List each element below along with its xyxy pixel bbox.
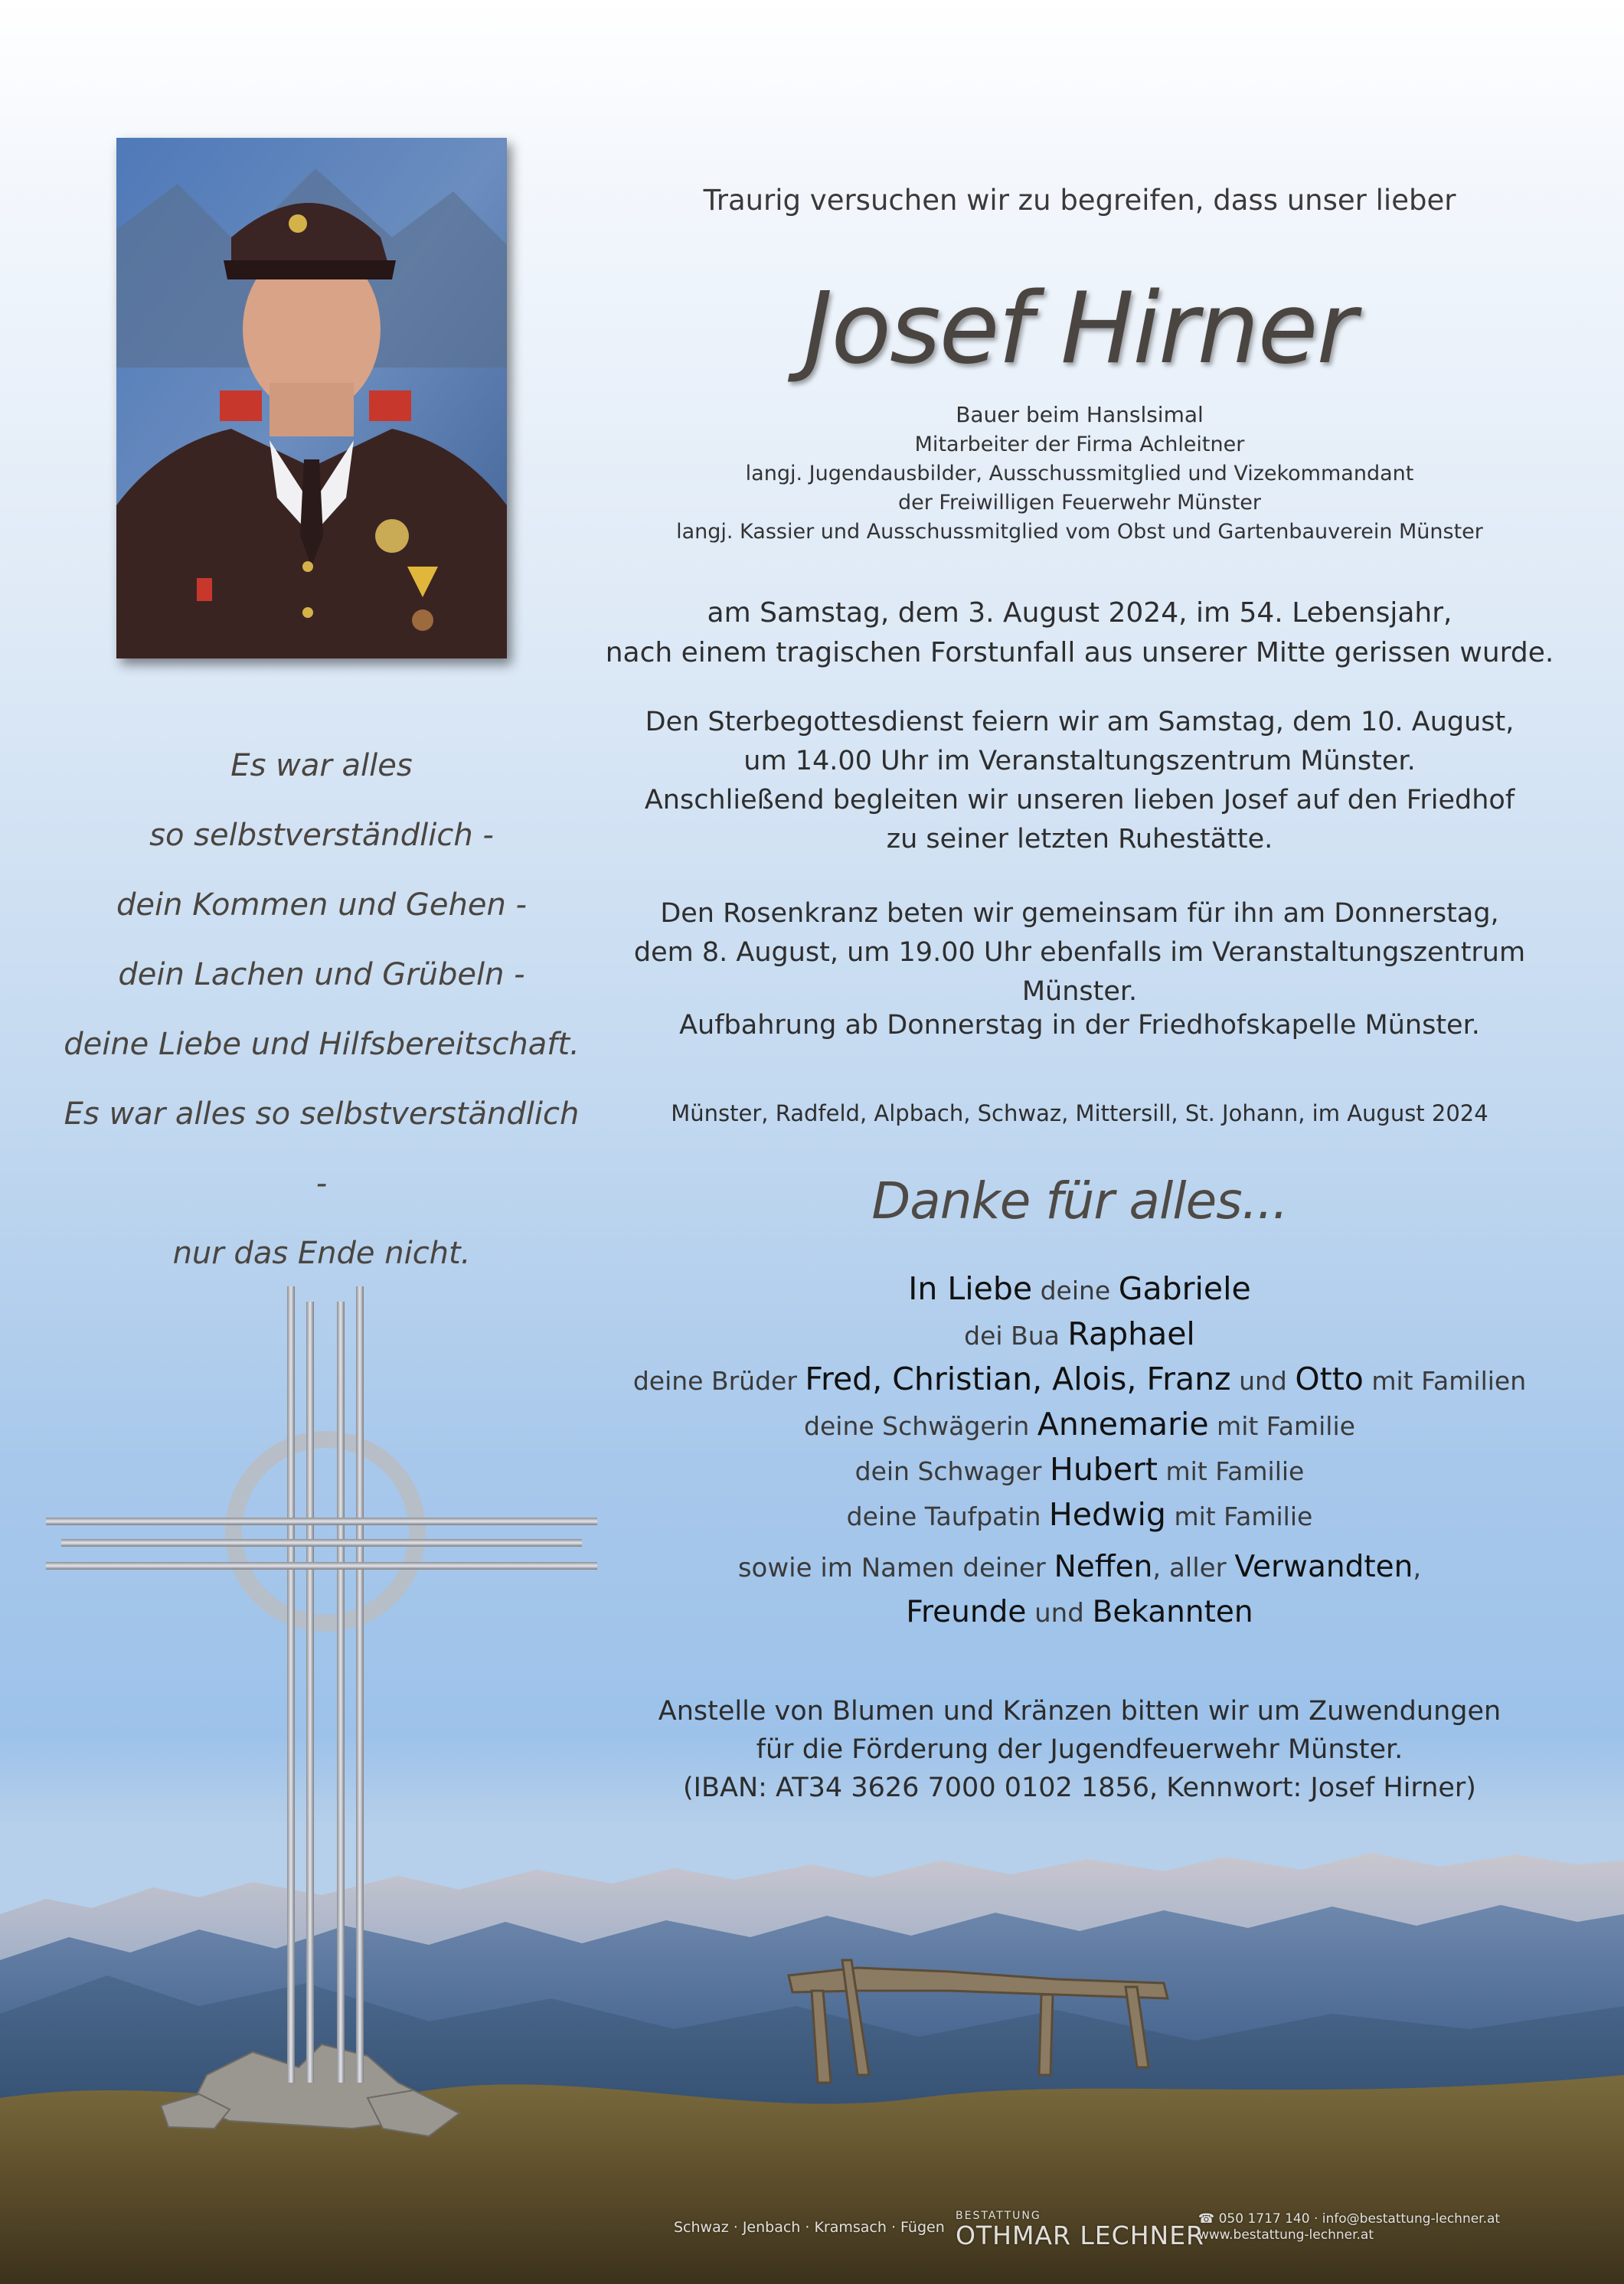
mourner-connector: deine: [1032, 1276, 1119, 1305]
poem-line: Es war alles: [230, 748, 413, 783]
rosary-details: [605, 894, 1554, 1011]
text-line: Den Sterbegottesdienst feiern wir am Samstag, dem 10. August,: [645, 707, 1515, 737]
intro-text: Traurig versuchen wir zu begreifen, dass unser lieber: [703, 184, 1456, 217]
closing-text: und: [1026, 1598, 1093, 1629]
mourners-list: [605, 1267, 1554, 1538]
role-line: Bauer beim Hanslsimal: [956, 402, 1204, 427]
mourner-line: [605, 1267, 1554, 1312]
donation-request: [605, 1692, 1554, 1807]
mourner-phrase: In Liebe: [908, 1270, 1033, 1307]
portrait-photo: [116, 138, 507, 658]
mourner-line: [605, 1358, 1554, 1403]
mourner-suffix: mit Familien: [1363, 1366, 1527, 1396]
thanks-heading: Danke für alles...: [871, 1171, 1288, 1230]
poem-line: deine Liebe und Hilfsbereitschaft.: [64, 1027, 580, 1062]
places-date-line: Münster, Radfeld, Alpbach, Schwaz, Mittersill, St. Johann, im August 2024: [671, 1100, 1488, 1126]
mourner-suffix: mit Familie: [1157, 1456, 1305, 1486]
closing-text: sowie im Namen deiner: [737, 1553, 1054, 1583]
role-line: Mitarbeiter der Firma Achleitner: [914, 433, 1245, 456]
closing-group: Verwandten: [1234, 1550, 1413, 1584]
footer-company: OTHMAR LECHNER: [956, 2220, 1204, 2250]
closing-text: , aller: [1152, 1553, 1235, 1583]
mourner-suffix: mit Familie: [1208, 1411, 1355, 1441]
mourner-name: Gabriele: [1118, 1270, 1251, 1307]
mourner-relation: deine Schwägerin: [804, 1411, 1037, 1441]
mourner-name: Fred, Christian, Alois, Franz: [805, 1361, 1231, 1397]
text-line: für die Förderung der Jugendfeuerwehr Münster.: [756, 1734, 1403, 1765]
phone-icon: ☎: [1198, 2211, 1219, 2227]
text-line: am Samstag, dem 3. August 2024, im 54. Lebensjahr,: [707, 597, 1452, 629]
text-line: Den Rosenkranz beten wir gemeinsam für ihn am Donnerstag,: [660, 898, 1499, 929]
mourner-relation: dei Bua: [964, 1321, 1068, 1351]
poem-line: dein Lachen und Grübeln -: [118, 957, 525, 992]
role-line: der Freiwilligen Feuerwehr Münster: [897, 491, 1262, 515]
closing-text: ,: [1413, 1553, 1422, 1583]
text-line: dem 8. August, um 19.00 Uhr ebenfalls im Veranstaltungszentrum Münster.: [633, 937, 1526, 1007]
text-line: nach einem tragischen Forstunfall aus unserer Mitte gerissen wurde.: [605, 637, 1554, 668]
footer-towns: Schwaz · Jenbach · Kramsach · Fügen: [674, 2219, 945, 2236]
closing-mourners: [605, 1545, 1554, 1635]
poem-line: so selbstverständlich -: [149, 818, 494, 853]
death-announcement: [605, 593, 1554, 673]
footer-contact: [1198, 2211, 1500, 2243]
mourner-name: Annemarie: [1037, 1406, 1209, 1443]
poem-line: nur das Ende nicht.: [172, 1236, 471, 1271]
mourner-connector: und: [1230, 1366, 1296, 1396]
closing-group: Bekannten: [1092, 1595, 1253, 1629]
mourner-suffix: mit Familie: [1165, 1501, 1313, 1531]
closing-line: [605, 1545, 1554, 1590]
mourner-name: Otto: [1295, 1361, 1364, 1397]
mourner-name: Hedwig: [1048, 1496, 1166, 1533]
poem: [61, 731, 582, 1289]
mourner-name: Raphael: [1067, 1315, 1195, 1352]
mourner-name: Hubert: [1049, 1451, 1158, 1488]
mourner-relation: deine Brüder: [632, 1366, 805, 1396]
role-line: langj. Kassier und Ausschussmitglied vom Obst und Gartenbauverein Münster: [676, 520, 1483, 544]
footer-website: www.bestattung-lechner.at: [1198, 2227, 1374, 2243]
text-line: (IBAN: AT34 3626 7000 0102 1856, Kennwort: Josef Hirner): [683, 1773, 1476, 1803]
mourner-line: [605, 1312, 1554, 1358]
text-line: Anschließend begleiten wir unseren lieben Josef auf den Friedhof: [644, 785, 1515, 815]
closing-line: [605, 1590, 1554, 1635]
mourner-relation: dein Schwager: [854, 1456, 1050, 1486]
mourner-line: [605, 1448, 1554, 1493]
footer-contact-line: 050 1717 140 · info@bestattung-lechner.at: [1218, 2211, 1501, 2227]
role-line: langj. Jugendausbilder, Ausschussmitglied und Vizekommandant: [745, 462, 1414, 485]
mourner-line: [605, 1493, 1554, 1538]
viewing-details: Aufbahrung ab Donnerstag in der Friedhofskapelle Münster.: [679, 1010, 1480, 1041]
closing-group: Neffen: [1054, 1550, 1153, 1584]
footer-brand: BESTATTUNG: [956, 2210, 1041, 2222]
closing-group: Freunde: [906, 1595, 1027, 1629]
poem-line: Es war alles so selbstverständlich -: [64, 1096, 580, 1201]
poem-line: dein Kommen und Gehen -: [116, 887, 527, 923]
mourner-line: [605, 1403, 1554, 1448]
text-line: um 14.00 Uhr im Veranstaltungszentrum Münster.: [743, 746, 1416, 776]
deceased-name: Josef Hirner: [803, 272, 1356, 386]
text-line: Anstelle von Blumen und Kränzen bitten wir um Zuwendungen: [658, 1696, 1501, 1727]
mourner-relation: deine Taufpatin: [846, 1501, 1049, 1531]
summit-cross: [38, 1279, 605, 2129]
funeral-details: [605, 703, 1554, 859]
funeral-home-footer: [666, 2210, 1516, 2256]
roles-list: [605, 400, 1554, 547]
text-line: zu seiner letzten Ruhestätte.: [886, 824, 1273, 854]
